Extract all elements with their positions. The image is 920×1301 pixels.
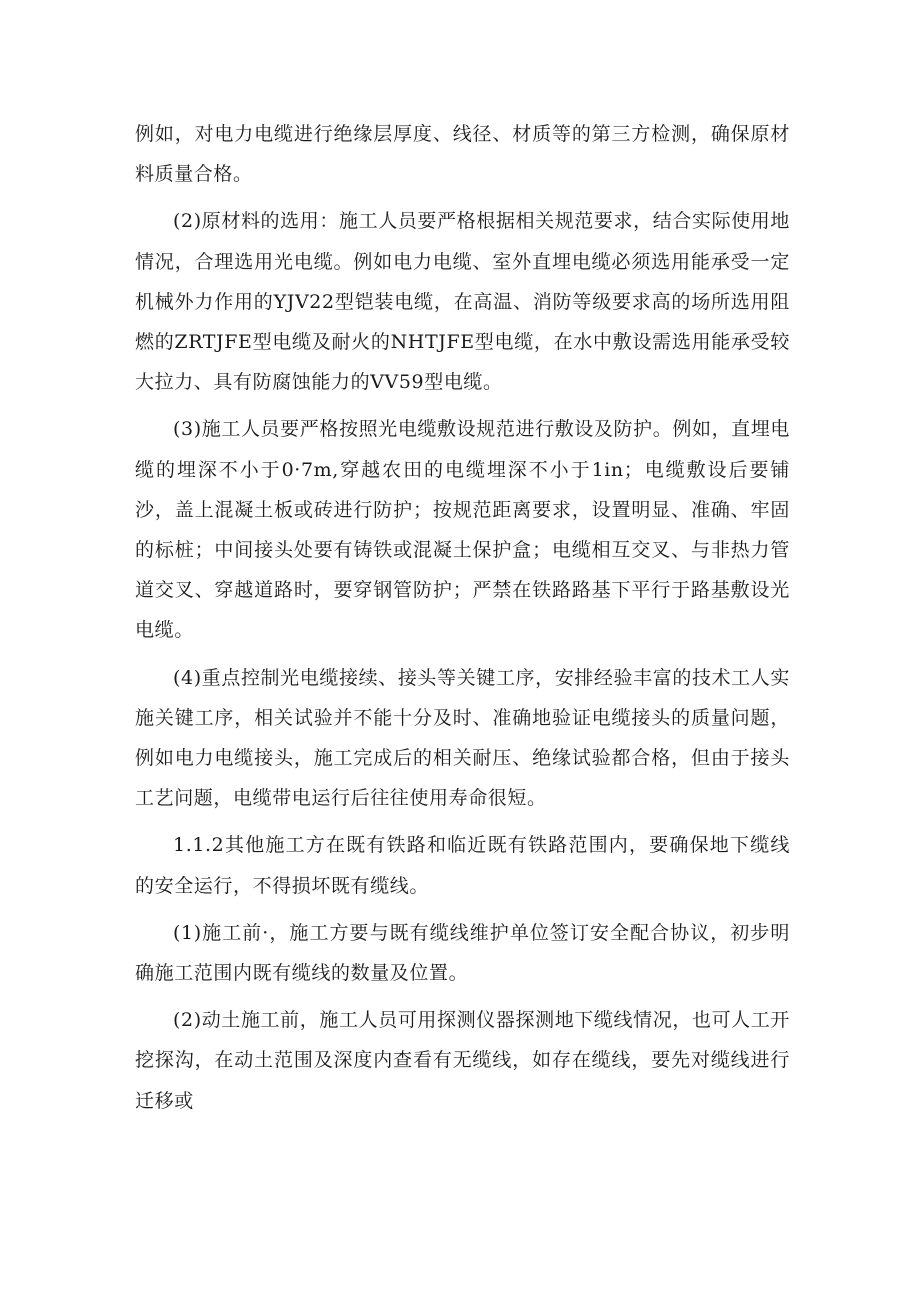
paragraph-7: (2)动土施工前，施工人员可用探测仪器探测地下缆线情况，也可人工开挖探沟，在动土范围及深度内查看有无缆线，如存在缆线，要先对缆线进行迁移或 xyxy=(135,1009,790,1112)
paragraph-3: (3)施工人员要严格按照光电缆敷设规范进行敷设及防护。例如，直埋电缆的埋深不小于0·7m,穿越农田的电缆埋深不小于1in；电缆敷设后要铺沙，盖上混凝土板或砖进行防护；按规范距离要求，设置明显、准确、牢固的标桩；中间接头处要有铸铁或混凝土保护盒；电缆相互交叉、与非热力管道交叉、穿越道路时，要穿钢管防护；严禁在铁路路基下平行于路基敷设光电缆。 xyxy=(135,418,790,642)
paragraph-1: 例如，对电力电缆进行绝缘层厚度、线径、材质等的第三方检测，确保原材料质量合格。 xyxy=(135,123,790,186)
document-body xyxy=(135,114,790,1128)
paragraph-4: (4)重点控制光电缆接续、接头等关键工序，安排经验丰富的技术工人实施关键工序，相关试验并不能十分及时、准确地验证电缆接头的质量问题，例如电力电缆接头，施工完成后的相关耐压、绝缘试验都合格，但由于接头工艺问题，电缆带电运行后往往使用寿命很短。 xyxy=(135,666,790,810)
paragraph-6: (1)施工前·，施工方要与既有缆线维护单位签订安全配合协议，初步明确施工范围内既有缆线的数量及位置。 xyxy=(135,921,790,985)
paragraph-2: (2)原材料的选用：施工人员要严格根据相关规范要求，结合实际使用地情况，合理选用光电缆。例如电力电缆、室外直埋电缆必须选用能承受一定机械外力作用的YJV22型铠装电缆，在高温、消防等级要求高的场所选用阻燃的ZRTJFE型电缆及耐火的NHTJFE型电缆，在水中敷设需选用能承受较大拉力、具有防腐蚀能力的VV59型电缆。 xyxy=(135,210,790,394)
paragraph-5: 1.1.2其他施工方在既有铁路和临近既有铁路范围内，要确保地下缆线的安全运行，不得损坏既有缆线。 xyxy=(135,834,790,897)
